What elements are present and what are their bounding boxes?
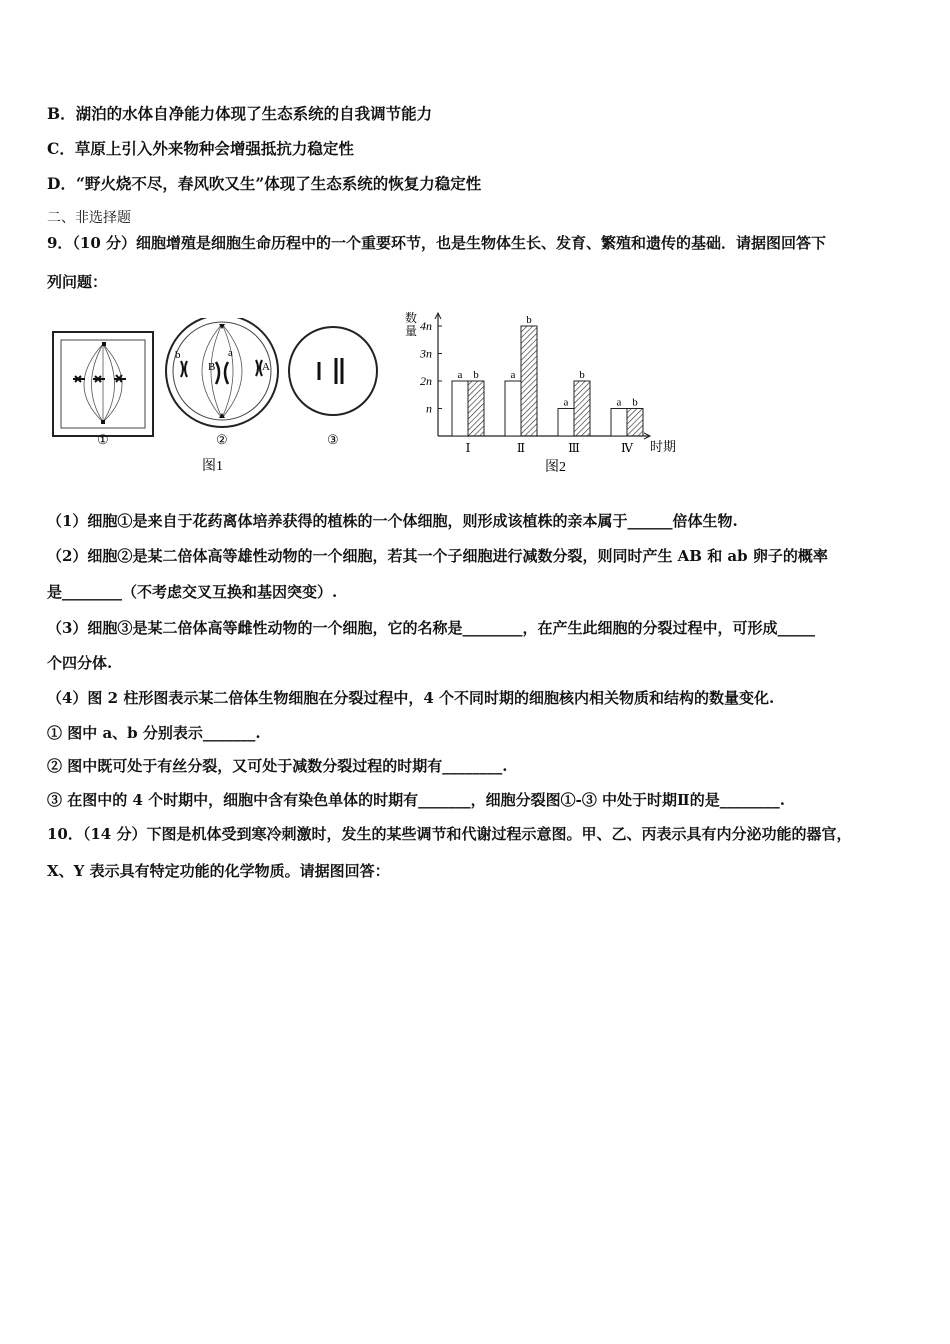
y-tick-label: 4n xyxy=(420,319,432,333)
q9-sub1: （1）细胞①是来自于花药离体培养获得的植株的一个体细胞，则形成该植株的亲本属于______倍体生物. xyxy=(47,512,738,530)
option-d: D．“野火烧不尽，春风吹又生”体现了生态系统的恢复力稳定性 xyxy=(47,174,482,193)
gene-label-a: a xyxy=(228,347,233,359)
q9-stem-line1: 9．（10 分）细胞增殖是细胞生命历程中的一个重要环节，也是生物体生长、发育、繁殖和遗传的基础．请据图回答下 xyxy=(47,234,827,252)
x-tick-label: Ⅱ xyxy=(516,441,526,455)
bar-b xyxy=(521,326,537,436)
bar-b xyxy=(627,409,643,437)
bar-a xyxy=(452,381,468,436)
bar-label-b: b xyxy=(526,314,532,326)
bar-label-b: b xyxy=(473,369,479,381)
bar-a xyxy=(505,381,521,436)
gene-label-b: b xyxy=(175,349,181,361)
cell-1-diagram xyxy=(53,332,153,436)
x-tick-label: Ⅲ xyxy=(568,441,580,455)
bar-label-a: a xyxy=(616,396,622,409)
bar-label-b: b xyxy=(632,396,638,409)
bar-label-b: b xyxy=(579,369,585,381)
bar-b xyxy=(468,381,484,436)
bar-label-a: a xyxy=(563,396,569,409)
gene-label-B: B xyxy=(208,361,216,373)
figure-2-caption: 图2 xyxy=(545,460,566,475)
option-b: B．湖泊的水体自净能力体现了生态系统的自我调节能力 xyxy=(47,104,433,123)
figure-2-chart xyxy=(395,305,695,480)
q10-stem-line1: 10．（14 分）下图是机体受到寒冷刺激时，发生的某些调节和代谢过程示意图。甲、乙、丙表示具有内分泌功能的器官， xyxy=(47,825,852,843)
q9-sub2-line2: 是________（不考虑交叉互换和基因突变）. xyxy=(47,583,338,601)
gene-label-A: A xyxy=(262,361,270,373)
x-tick-label: Ⅳ xyxy=(621,441,633,455)
q9-sub2-line1: （2）细胞②是某二倍体高等雄性动物的一个细胞，若其一个子细胞进行减数分裂，则同时产生 AB 和 ab 卵子的概率 xyxy=(47,547,828,565)
cell-label-1: ① xyxy=(97,432,109,447)
q9-sub4: （4）图 2 柱形图表示某二倍体生物细胞在分裂过程中，4 个不同时期的细胞核内相关物质和结构的数量变化. xyxy=(47,689,775,707)
bar-b xyxy=(574,381,590,436)
cell-label-2: ② xyxy=(216,432,228,447)
q9-sub4-1: ① 图中 a、b 分别表示_______. xyxy=(47,724,261,742)
y-tick-label: n xyxy=(426,401,432,416)
section-title: 二、非选择题 xyxy=(47,210,131,226)
figure-1-caption: 图1 xyxy=(202,459,223,474)
y-tick-label: 3n xyxy=(420,346,432,361)
q9-sub3-line2: 个四分体. xyxy=(47,654,113,672)
bar-a xyxy=(611,409,627,437)
q9-sub3-line1: （3）细胞③是某二倍体高等雌性动物的一个细胞，它的名称是________，在产生此细胞的分裂过程中，可形成_____ xyxy=(47,619,815,637)
y-tick-label: 2n xyxy=(420,374,432,388)
figure-1 xyxy=(50,318,390,478)
y-axis-label-1: 数 xyxy=(405,311,418,325)
y-axis-label-2: 量 xyxy=(405,324,418,338)
bar-a xyxy=(558,409,574,437)
x-tick-label: Ⅰ xyxy=(465,441,471,455)
cell-3-diagram xyxy=(289,327,377,415)
option-c: C．草原上引入外来物种会增强抵抗力稳定性 xyxy=(47,139,354,158)
bar-label-a: a xyxy=(510,369,516,381)
bar-label-a: a xyxy=(457,369,463,381)
q9-stem-line2: 列问题： xyxy=(47,273,108,291)
q10-stem-line2: X、Y 表示具有特定功能的化学物质。请据图回答： xyxy=(47,862,390,880)
q9-sub4-3: ③ 在图中的 4 个时期中，细胞中含有染色单体的时期有_______，细胞分裂图①-③ 中处于时期Ⅱ的是________. xyxy=(47,791,785,809)
x-axis-label: 时期 xyxy=(650,439,677,454)
cell-label-3: ③ xyxy=(327,432,339,447)
q9-sub4-2: ② 图中既可处于有丝分裂，又可处于减数分裂过程的时期有________. xyxy=(47,757,508,775)
